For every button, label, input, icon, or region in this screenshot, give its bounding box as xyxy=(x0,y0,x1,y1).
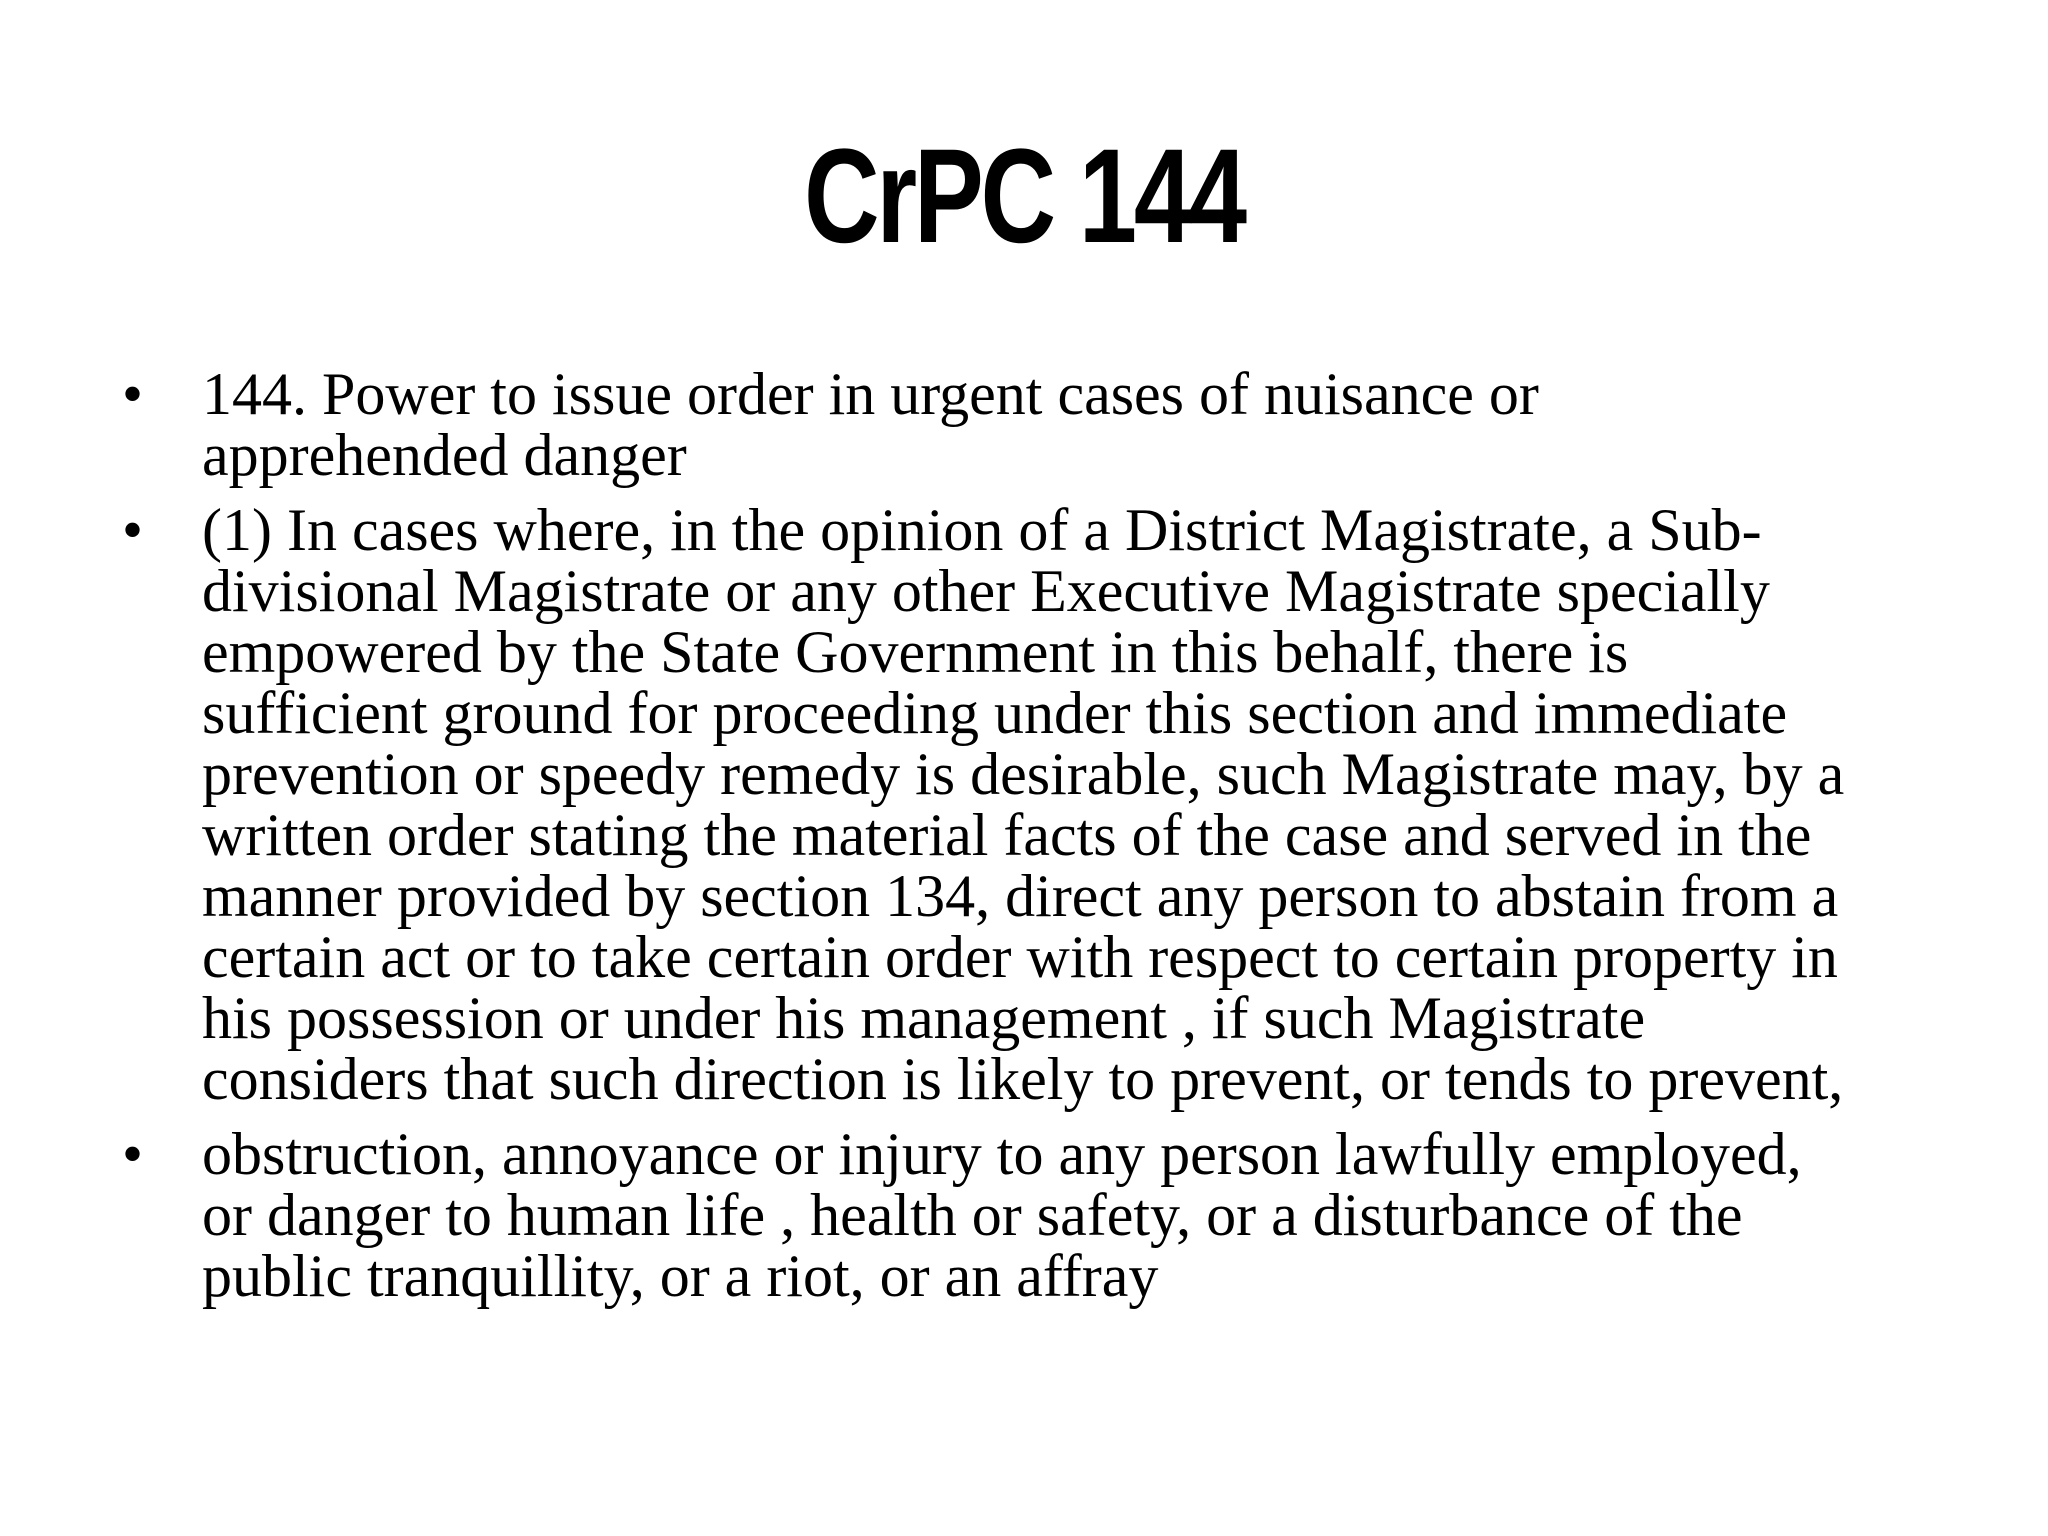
bullet-icon: • xyxy=(122,1121,144,1187)
bullet-list xyxy=(0,361,2048,1321)
bullet-text-continuation: obstruction, annoyance or injury to any person lawfully employed, or danger to human life , health or safety, or a disturbance of the public tranquillity, or a riot, or an affray xyxy=(202,1121,1802,1309)
bullet-icon: • xyxy=(122,497,144,563)
bullet-text-section-heading: 144. Power to issue order in urgent cases of nuisance or apprehended danger xyxy=(202,361,1539,488)
list-item xyxy=(0,497,2048,1112)
list-item xyxy=(0,361,2048,488)
bullet-text-subsection-1: (1) In cases where, in the opinion of a District Magistrate, a Sub- divisional Magistrate or any other Executive Magistrate specially empowered by the State Government in this behalf, there is sufficient ground for proceeding under this section and immediate prevention or speedy remedy is desirable, such Magistrate may, by a written order stating the material facts of the case and served in the manner provided by section 134, direct any person to abstain from a certain act or to take certain order with respect to certain property in his possession or under his management , if such Magistrate considers that such direction is likely to prevent, or tends to prevent, xyxy=(202,497,1845,1112)
bullet-icon: • xyxy=(122,361,144,427)
list-item xyxy=(0,1121,2048,1309)
slide-title: CrPC 144 xyxy=(804,122,1244,271)
